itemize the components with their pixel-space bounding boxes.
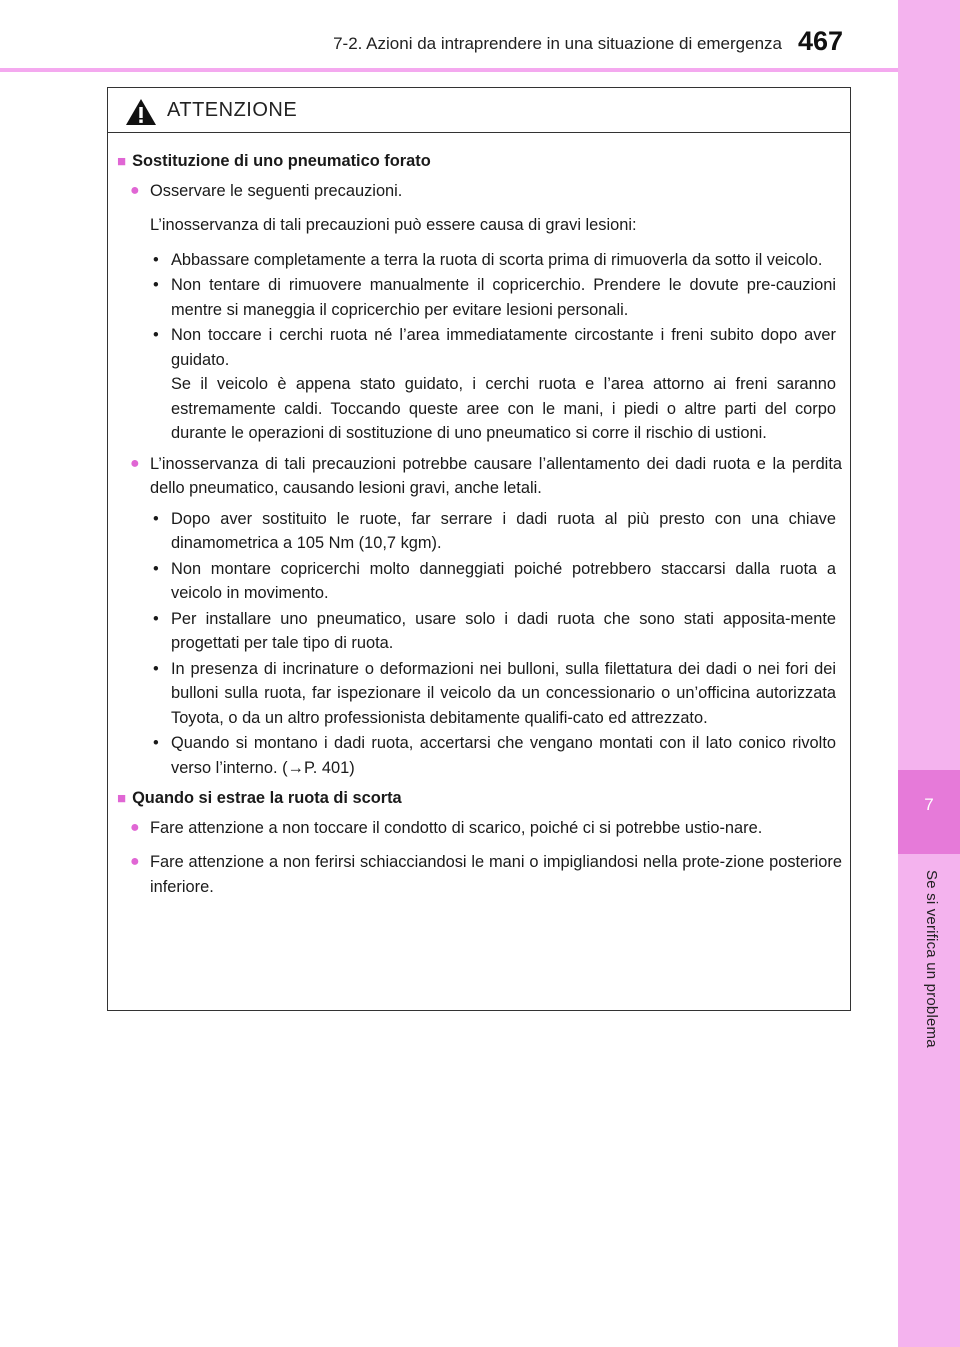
section-heading: ■ Sostituzione di uno pneumatico forato [117, 152, 431, 170]
paragraph: L’inosservanza di tali precauzioni può essere causa di gravi lesioni: [150, 216, 637, 234]
list-item: • Non toccare i cerchi ruota né l’area immediatamente circostante i freni subito dopo aver guidato. Se il veicolo è appena stato guidato, i cerchi ruota e l’area attorno ai freni saranno estremamente caldi. Toccando queste aree con le mani, i piedi o altre parti del corpo durante le operazioni di sostituzione di uno pneumatico si corre il rischio di ustioni. [117, 323, 842, 446]
section-title: 7-2. Azioni da intraprendere in una situazione di emergenza [333, 34, 782, 53]
list-item: • Per installare uno pneumatico, usare solo i dadi ruota che sono stati apposita-mente progettati per tale tipo di ruota. [153, 609, 836, 652]
dot-bullet-icon: ● [130, 181, 140, 199]
list-item-detail: Se il veicolo è appena stato guidato, i cerchi ruota e l’area attorno ai freni saranno estremamente caldi. Toccando queste aree con le mani, i piedi o altre parti del corpo durante le operazioni di sostituzione di uno pneumatico si corre il rischio di ustioni. [171, 375, 836, 442]
warning-triangle-icon [125, 98, 157, 126]
list-item: • In presenza di incrinature o deformazioni nei bulloni, sulla filettatura dei dadi o nei fori dei bulloni sulla ruota, far ispezionare il veicolo da un concessionario o un’officina autorizzata Toyota, o da un altro professionista debitamente qualifi-cato ed attrezzato. [153, 659, 836, 727]
dot-bullet-icon: ● [130, 454, 140, 472]
list-item: ● Fare attenzione a non ferirsi schiacciandosi le mani o impigliandosi nella prote-zione posteriore inferiore. [117, 850, 842, 899]
square-bullet-icon: ■ [117, 153, 127, 170]
list-item: ● L’inosservanza di tali precauzioni potrebbe causare l’allentamento dei dadi ruota e la perdita dello pneumatico, causando lesioni gravi, anche letali. [117, 452, 842, 501]
square-bullet-icon: ■ [117, 790, 127, 807]
dot-bullet-icon: ● [130, 818, 140, 836]
header-rule [0, 68, 898, 72]
warning-content [108, 133, 850, 899]
list-item: ● Fare attenzione a non toccare il condotto di scarico, poiché ci si potrebbe ustio-nare. [117, 816, 842, 841]
list-item: • Non tentare di rimuovere manualmente il copricerchio. Prendere le dovute pre-cauzioni mentre si maneggia il copricerchio per evitare lesioni personali. [153, 276, 836, 319]
warning-title: ATTENZIONE [167, 99, 298, 121]
bullet-list [117, 507, 842, 781]
chapter-label: Se si verifica un problema [923, 870, 940, 1048]
list-item: • Quando si montano i dadi ruota, accertarsi che vengano montati con il lato conico rivolto verso l’interno. (→P. 401) [153, 734, 836, 777]
section-heading: ■ Quando si estrae la ruota di scorta [117, 789, 402, 807]
page-number: 467 [798, 26, 844, 56]
list-item: ● Osservare le seguenti precauzioni. [117, 179, 842, 204]
chapter-number: 7 [898, 770, 960, 854]
warning-header [108, 88, 850, 133]
list-item: • Non montare copricerchi molto danneggiati poiché potrebbero staccarsi dalla ruota a veicolo in movimento. [153, 559, 836, 602]
dot-bullet-icon: ● [130, 853, 140, 870]
list-item: • Dopo aver sostituito le ruote, far serrare i dadi ruota al più presto con una chiave dinamometrica a 105 Nm (10,7 kgm). [153, 509, 836, 552]
list-item: • Abbassare completamente a terra la ruota di scorta prima di rimuoverla da sotto il veicolo. [153, 250, 823, 269]
warning-box [107, 87, 851, 1011]
bullet-list [117, 248, 842, 446]
side-tab [898, 0, 960, 1347]
